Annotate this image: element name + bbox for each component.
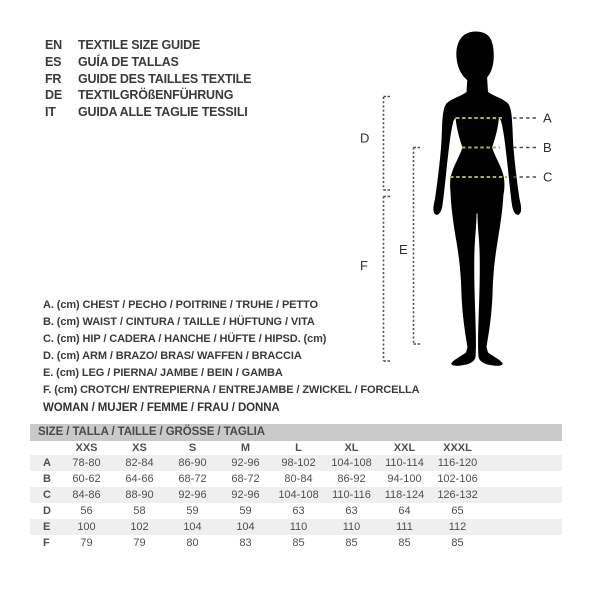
gender-heading: WOMAN / MUJER / FEMME / FRAU / DONNA — [43, 402, 280, 414]
language-guide-title: GUÍA DE TALLAS — [78, 54, 179, 69]
size-value-cell: 111 — [396, 521, 413, 533]
size-value-cell: 78-80 — [72, 457, 101, 469]
size-value-cell: 64-66 — [125, 473, 154, 485]
size-value-cell: 110 — [342, 521, 361, 533]
size-column-header: XXS — [75, 442, 98, 454]
size-column-header: XXL — [393, 442, 416, 454]
legend-item: C. (cm) HIP / CADERA / HANCHE / HÜFTE / HIPSD. (cm) — [43, 333, 327, 345]
language-code: EN — [45, 38, 62, 52]
language-guide-title: GUIDA ALLE TAGLIE TESSILI — [78, 105, 248, 120]
measure-letter-cell: C — [43, 489, 51, 501]
chest-marker-label: A — [543, 110, 552, 126]
size-value-cell: 102-106 — [437, 473, 478, 485]
size-value-cell: 84-86 — [72, 489, 101, 501]
size-value-cell: 65 — [451, 505, 464, 517]
size-value-cell: 102 — [130, 521, 149, 533]
silhouette-torso-arms — [433, 76, 521, 215]
size-column-header: L — [295, 442, 302, 454]
waist-marker-label: B — [543, 140, 552, 155]
size-value-cell: 85 — [398, 537, 411, 549]
size-value-cell: 80-84 — [284, 473, 313, 485]
size-column-header — [30, 441, 60, 455]
size-table-title: SIZE / TALLA / TAILLE / GRÖSSE / TAGLIA — [30, 424, 562, 441]
size-value-cell: 83 — [239, 537, 252, 549]
size-header-row — [30, 441, 562, 455]
size-value-cell: 100 — [77, 521, 96, 533]
size-value-cell: 92-96 — [231, 457, 260, 469]
size-value-cell: 110 — [289, 521, 308, 533]
size-value-cell: 110-116 — [332, 489, 371, 501]
language-code: FR — [45, 71, 62, 86]
size-value-cell: 110-114 — [385, 457, 424, 469]
size-value-cell: 104 — [183, 521, 202, 533]
woman-silhouette — [433, 32, 521, 366]
size-value-cell: 60-62 — [72, 473, 101, 485]
size-value-cell: 80 — [186, 537, 199, 549]
language-code: IT — [45, 105, 56, 120]
size-value-cell: 79 — [133, 537, 146, 549]
size-value-cell: 64 — [398, 505, 411, 517]
size-value-cell: 104-108 — [331, 457, 372, 469]
size-value-cell: 85 — [345, 537, 358, 549]
size-value-cell: 68-72 — [178, 473, 207, 485]
size-value-cell: 59 — [239, 505, 252, 517]
size-value-cell: 85 — [451, 537, 464, 549]
size-value-cell: 86-90 — [178, 457, 207, 469]
measure-letter-cell: E — [43, 521, 51, 533]
size-value-cell: 118-124 — [384, 489, 425, 501]
size-value-cell: 92-96 — [231, 489, 260, 501]
size-value-cell: 82-84 — [125, 457, 154, 469]
size-value-cell: 92-96 — [178, 489, 207, 501]
size-value-cell: 98-102 — [281, 457, 316, 469]
language-code: ES — [45, 54, 62, 69]
leg-marker-label: E — [399, 242, 408, 257]
size-value-cell: 94-100 — [387, 473, 422, 485]
size-table-row — [30, 519, 562, 535]
size-table-row — [30, 503, 562, 519]
crotch-marker-label: F — [360, 258, 368, 273]
size-table-row — [30, 455, 562, 471]
size-value-cell: 79 — [80, 537, 93, 549]
size-table-grid — [30, 441, 562, 551]
language-guide-title: TEXTILE SIZE GUIDE — [78, 38, 201, 52]
legend-item: A. (cm) CHEST / PECHO / POITRINE / TRUHE / PETTO — [43, 299, 318, 311]
size-value-cell: 56 — [80, 505, 93, 517]
arm-marker-label: D — [360, 130, 370, 146]
size-column-header: XS — [132, 442, 147, 454]
size-value-cell: 58 — [133, 505, 146, 517]
language-guide-title: GUIDE DES TAILLES TEXTILE — [78, 71, 252, 86]
silhouette-head — [456, 32, 493, 83]
size-column-header: M — [240, 442, 251, 454]
size-value-cell: 88-90 — [125, 489, 154, 501]
legend-item: E. (cm) LEG / PIERNA/ JAMBE / BEIN / GAMBA — [43, 367, 283, 379]
size-column-header: S — [188, 442, 197, 454]
size-table — [30, 424, 562, 551]
size-table-row — [30, 487, 562, 503]
size-value-cell: 63 — [292, 505, 305, 517]
hip-marker-label: C — [543, 169, 553, 185]
size-value-cell: 112 — [448, 521, 467, 533]
measurement-legend — [43, 297, 419, 399]
measure-letter-cell: A — [43, 457, 51, 469]
legend-item: B. (cm) WAIST / CINTURA / TAILLE / HÜFTUNG / VITA — [43, 316, 315, 328]
size-value-cell: 126-132 — [437, 489, 478, 501]
measure-letter-cell: D — [43, 505, 51, 517]
language-code: DE — [45, 88, 62, 103]
legend-item: F. (cm) CROTCH/ ENTREPIERNA / ENTREJAMBE / ZWICKEL / FORCELLA — [43, 384, 420, 396]
size-value-cell: 104 — [236, 521, 255, 533]
size-table-row — [30, 535, 562, 551]
legend-item: D. (cm) ARM / BRAZO/ BRAS/ WAFFEN / BRACCIA — [43, 350, 302, 362]
measure-letter-cell: B — [43, 473, 51, 485]
measure-letter-cell: F — [43, 537, 50, 549]
size-value-cell: 86-92 — [337, 473, 366, 485]
size-table-row — [30, 471, 562, 487]
language-guide-title: TEXTILGRÖßENFÜHRUNG — [78, 88, 234, 103]
size-value-cell: 116-120 — [437, 457, 478, 469]
size-value-cell: 59 — [186, 505, 199, 517]
size-column-header: XXXL — [443, 442, 472, 454]
size-value-cell: 85 — [292, 537, 305, 549]
size-value-cell: 104-108 — [278, 489, 319, 501]
size-value-cell: 63 — [345, 505, 358, 517]
size-column-header: XL — [344, 442, 359, 454]
size-value-cell: 68-72 — [231, 473, 260, 485]
